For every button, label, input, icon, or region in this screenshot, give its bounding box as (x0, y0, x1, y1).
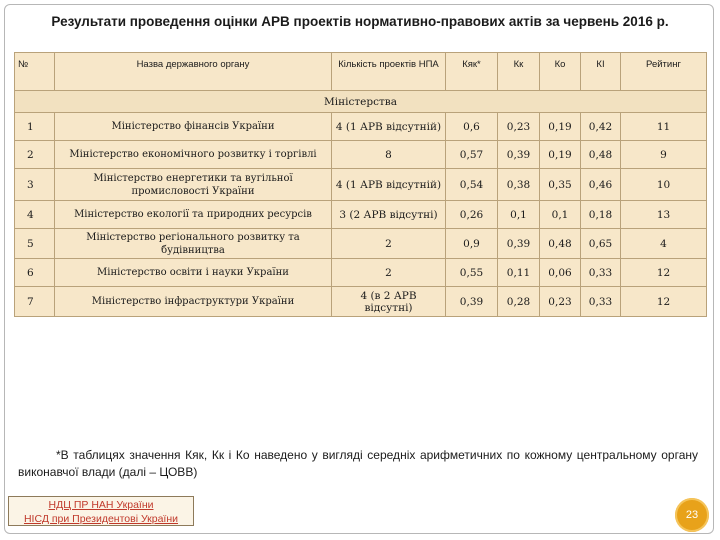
agency-name: Міністерство регіонального розвитку та будівництва (55, 229, 332, 259)
ki-value: 0,33 (581, 259, 621, 287)
section-row (15, 91, 707, 113)
project-count: 3 (2 АРВ відсутні) (332, 201, 446, 229)
table-row (15, 113, 707, 141)
project-count: 8 (332, 141, 446, 169)
ko-value: 0,23 (540, 287, 581, 317)
rating-value: 10 (621, 169, 707, 201)
kyak-value: 0,26 (446, 201, 498, 229)
table-header-row (15, 53, 707, 91)
kk-value: 0,39 (498, 141, 540, 169)
table-row (15, 141, 707, 169)
kyak-value: 0,6 (446, 113, 498, 141)
project-count: 2 (332, 229, 446, 259)
kyak-value: 0,55 (446, 259, 498, 287)
ko-value: 0,35 (540, 169, 581, 201)
table-row (15, 229, 707, 259)
row-number: 1 (15, 113, 55, 141)
row-number: 7 (15, 287, 55, 317)
ko-value: 0,1 (540, 201, 581, 229)
kk-value: 0,11 (498, 259, 540, 287)
source-link-ndc[interactable]: НДЦ ПР НАН України (48, 499, 154, 511)
table-row (15, 201, 707, 229)
ko-value: 0,19 (540, 113, 581, 141)
table-row (15, 287, 707, 317)
rating-value: 9 (621, 141, 707, 169)
ki-value: 0,18 (581, 201, 621, 229)
row-number: 5 (15, 229, 55, 259)
kk-value: 0,38 (498, 169, 540, 201)
header-ki: КІ (581, 53, 621, 91)
ki-value: 0,42 (581, 113, 621, 141)
kyak-value: 0,39 (446, 287, 498, 317)
rating-value: 4 (621, 229, 707, 259)
project-count: 4 (в 2 АРВ відсутні) (332, 287, 446, 317)
kyak-value: 0,54 (446, 169, 498, 201)
rating-value: 12 (621, 259, 707, 287)
rating-value: 11 (621, 113, 707, 141)
agency-name: Міністерство освіти і науки України (55, 259, 332, 287)
kyak-value: 0,57 (446, 141, 498, 169)
row-number: 2 (15, 141, 55, 169)
header-ko: Ко (540, 53, 581, 91)
agency-name: Міністерство економічного розвитку і торгівлі (55, 141, 332, 169)
agency-name: Міністерство енергетики та вугільної промисловості України (55, 169, 332, 201)
ko-value: 0,19 (540, 141, 581, 169)
kyak-value: 0,9 (446, 229, 498, 259)
ki-value: 0,33 (581, 287, 621, 317)
rating-table (14, 52, 707, 317)
kk-value: 0,39 (498, 229, 540, 259)
ko-value: 0,06 (540, 259, 581, 287)
ko-value: 0,48 (540, 229, 581, 259)
ki-value: 0,46 (581, 169, 621, 201)
kk-value: 0,1 (498, 201, 540, 229)
header-project-count: Кількість проектів НПА (332, 53, 446, 91)
header-kyak: Кяк* (446, 53, 498, 91)
table-row (15, 259, 707, 287)
rating-value: 12 (621, 287, 707, 317)
page-title: Результати проведення оцінки АРВ проектів нормативно-правових актів за червень 2016 р. (51, 14, 669, 29)
project-count: 4 (1 АРВ відсутній) (332, 113, 446, 141)
page-number-badge: 23 (675, 498, 709, 532)
footnote: *В таблицях значення Кяк, Кк і Ко наведено у вигляді середніх арифметичних по кожному центральному органу виконавчої влади (далі – ЦОВВ) (18, 448, 698, 479)
project-count: 4 (1 АРВ відсутній) (332, 169, 446, 201)
project-count: 2 (332, 259, 446, 287)
source-box (8, 496, 194, 526)
source-link-nisd[interactable]: НІСД при Президентові України (23, 513, 179, 525)
kk-value: 0,23 (498, 113, 540, 141)
rating-value: 13 (621, 201, 707, 229)
ki-value: 0,65 (581, 229, 621, 259)
row-number: 6 (15, 259, 55, 287)
header-kk: Кк (498, 53, 540, 91)
header-rating: Рейтинг (621, 53, 707, 91)
row-number: 3 (15, 169, 55, 201)
agency-name: Міністерство екології та природних ресурсів (55, 201, 332, 229)
section-label: Міністерства (15, 91, 707, 113)
row-number: 4 (15, 201, 55, 229)
agency-name: Міністерство інфраструктури України (55, 287, 332, 317)
ki-value: 0,48 (581, 141, 621, 169)
agency-name: Міністерство фінансів України (55, 113, 332, 141)
header-agency-name: Назва державного органу (55, 53, 332, 91)
table-row (15, 169, 707, 201)
header-number: № (15, 53, 55, 91)
kk-value: 0,28 (498, 287, 540, 317)
